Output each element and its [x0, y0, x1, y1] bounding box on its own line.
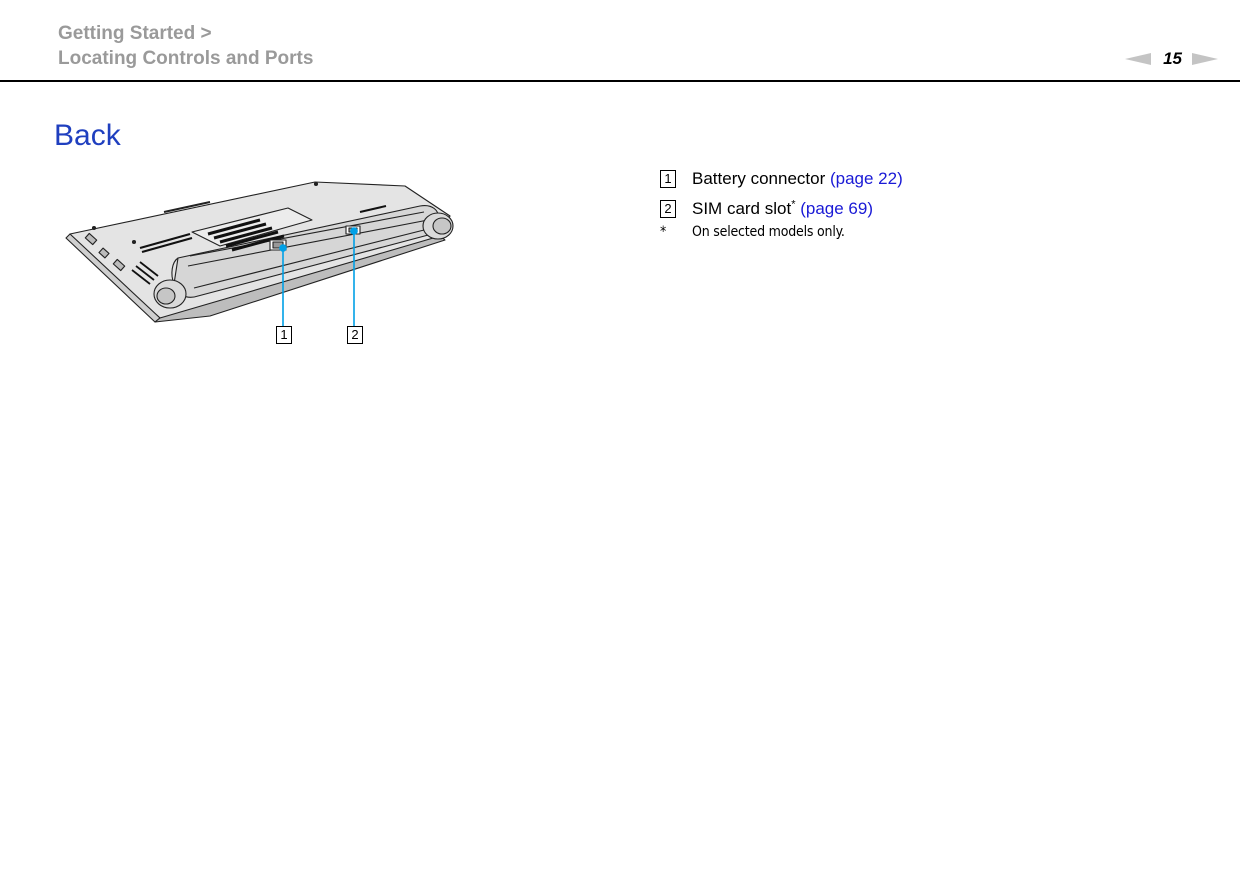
item-number-2: 2: [660, 200, 676, 218]
callout-1: 1: [276, 326, 292, 344]
item-number-1: 1: [660, 170, 676, 188]
item-text: [692, 198, 873, 220]
footnote: [660, 224, 1220, 240]
laptop-back-drawing: [60, 176, 480, 352]
page-number: 15: [1163, 49, 1182, 68]
section-title: Back: [54, 119, 121, 152]
page-22-link[interactable]: (page 22): [829, 169, 903, 188]
next-page-arrow-icon[interactable]: [1192, 53, 1218, 65]
callout-2: 2: [347, 326, 363, 344]
item-text: [692, 168, 903, 190]
page-69-link[interactable]: (page 69): [800, 199, 873, 218]
footnote-marker: *: [791, 198, 796, 211]
component-list: [660, 168, 1220, 240]
list-item-battery-connector: [660, 168, 1220, 198]
footnote-text: On selected models only.: [692, 224, 845, 240]
item-label: SIM card slot: [692, 199, 792, 218]
previous-page-arrow-icon[interactable]: [1125, 53, 1151, 65]
item-label: Battery connector: [692, 169, 826, 188]
breadcrumb-current: Locating Controls and Ports: [58, 48, 314, 69]
breadcrumb-parent[interactable]: Getting Started >: [58, 23, 212, 44]
laptop-back-illustration: [60, 176, 480, 352]
page-navigation: [1125, 48, 1218, 70]
header-divider: [0, 80, 1240, 82]
footnote-mark: *: [660, 224, 667, 240]
breadcrumb: [58, 21, 313, 71]
